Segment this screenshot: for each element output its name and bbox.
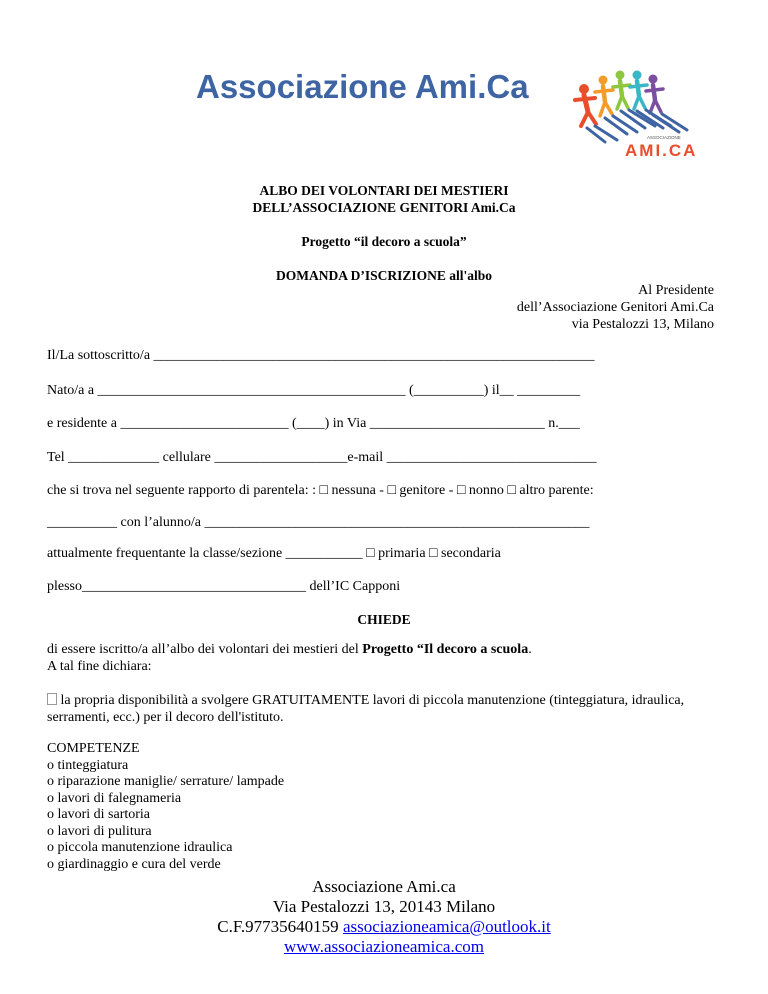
skills-section xyxy=(47,741,284,873)
association-logo xyxy=(565,62,715,162)
logo-figure-purple xyxy=(646,75,663,114)
addressee-line-1: Al Presidente xyxy=(638,283,714,298)
request-text-main: di essere iscritto/a all’albo dei volontari dei mestieri del xyxy=(47,642,363,657)
field-signatory[interactable]: Il/La sottoscritto/a _______________________________________________________________ xyxy=(47,348,595,363)
heading-association: DELL’ASSOCIAZIONE GENITORI Ami.Ca xyxy=(252,200,516,215)
footer-website-line xyxy=(0,937,768,957)
request-text xyxy=(47,641,727,675)
field-birth[interactable]: Nato/a a ____________________________________________ (__________) il__ _________ xyxy=(47,383,581,398)
footer-website-link[interactable]: www.associazioneamica.com xyxy=(284,937,484,956)
project-title: Progetto “il decoro a scuola” xyxy=(301,234,467,249)
skill-item[interactable]: o lavori di falegnameria xyxy=(47,790,182,806)
request-declare: A tal fine dichiara: xyxy=(47,659,152,674)
svg-text:ASSOCIAZIONE: ASSOCIAZIONE xyxy=(647,135,681,140)
heading-albo: ALBO DEI VOLONTARI DEI MESTIERI xyxy=(259,183,509,198)
field-contacts[interactable]: Tel _____________ cellulare ___________________e-mail ______________________________ xyxy=(47,450,597,465)
skill-item[interactable]: o tinteggiatura xyxy=(47,757,129,773)
application-title: DOMANDA D’ISCRIZIONE all'albo xyxy=(275,268,493,283)
skill-item[interactable]: o riparazione maniglie/ serrature/ lampade xyxy=(47,774,285,789)
request-project-name: Progetto “Il decoro a scuola xyxy=(362,642,529,657)
footer-name: Associazione Ami.ca xyxy=(312,877,456,896)
logo-figure-green xyxy=(613,71,630,110)
logo-figure-red xyxy=(575,84,596,126)
field-student[interactable]: __________ con l’alunno/a _______________________________________________________ xyxy=(47,515,590,530)
skill-item[interactable]: o piccola manutenzione idraulica xyxy=(47,840,233,855)
field-class[interactable]: attualmente frequentante la classe/sezione ___________ □ primaria □ secondaria xyxy=(47,546,501,561)
logo-figure-teal xyxy=(630,71,647,110)
field-school[interactable]: plesso________________________________ dell’IC Capponi xyxy=(47,579,401,594)
skills-title: COMPETENZE xyxy=(47,741,140,756)
svg-text:AMI.CA: AMI.CA xyxy=(625,141,698,160)
footer xyxy=(0,877,768,957)
logo-figure-orange xyxy=(595,76,613,117)
footer-cf: C.F.97735640159 xyxy=(217,917,343,936)
footer-address: Via Pestalozzi 13, 20143 Milano xyxy=(272,897,496,916)
request-text-end: . xyxy=(528,642,532,657)
skill-item[interactable]: o lavori di sartoria xyxy=(47,807,151,822)
field-residence[interactable]: e residente a ________________________ (____) in Via _________________________ n.___ xyxy=(47,416,580,431)
availability-text: la propria disponibilità a svolgere GRATUITAMENTE lavori di piccola manutenzione (tinteggiatura, idraulica, serramenti, ecc.) per il decoro dell'istituto. xyxy=(47,693,685,725)
checkbox-icon[interactable] xyxy=(47,693,57,705)
header-title: Associazione Ami.Ca xyxy=(196,68,529,105)
skill-item[interactable]: o lavori di pulitura xyxy=(47,823,152,839)
availability-statement xyxy=(47,692,727,726)
skill-item[interactable]: o giardinaggio e cura del verde xyxy=(47,856,221,872)
footer-email-link[interactable]: associazioneamica@outlook.it xyxy=(342,917,551,936)
addressee-line-2: dell’Associazione Genitori Ami.Ca xyxy=(516,300,714,315)
request-title: CHIEDE xyxy=(357,612,411,627)
addressee-line-3: via Pestalozzi 13, Milano xyxy=(571,317,714,332)
field-relationship[interactable]: che si trova nel seguente rapporto di parentela: : □ nessuna - □ genitore - □ nonno □ altro parente: xyxy=(47,483,594,498)
footer-cf-line xyxy=(0,917,768,937)
